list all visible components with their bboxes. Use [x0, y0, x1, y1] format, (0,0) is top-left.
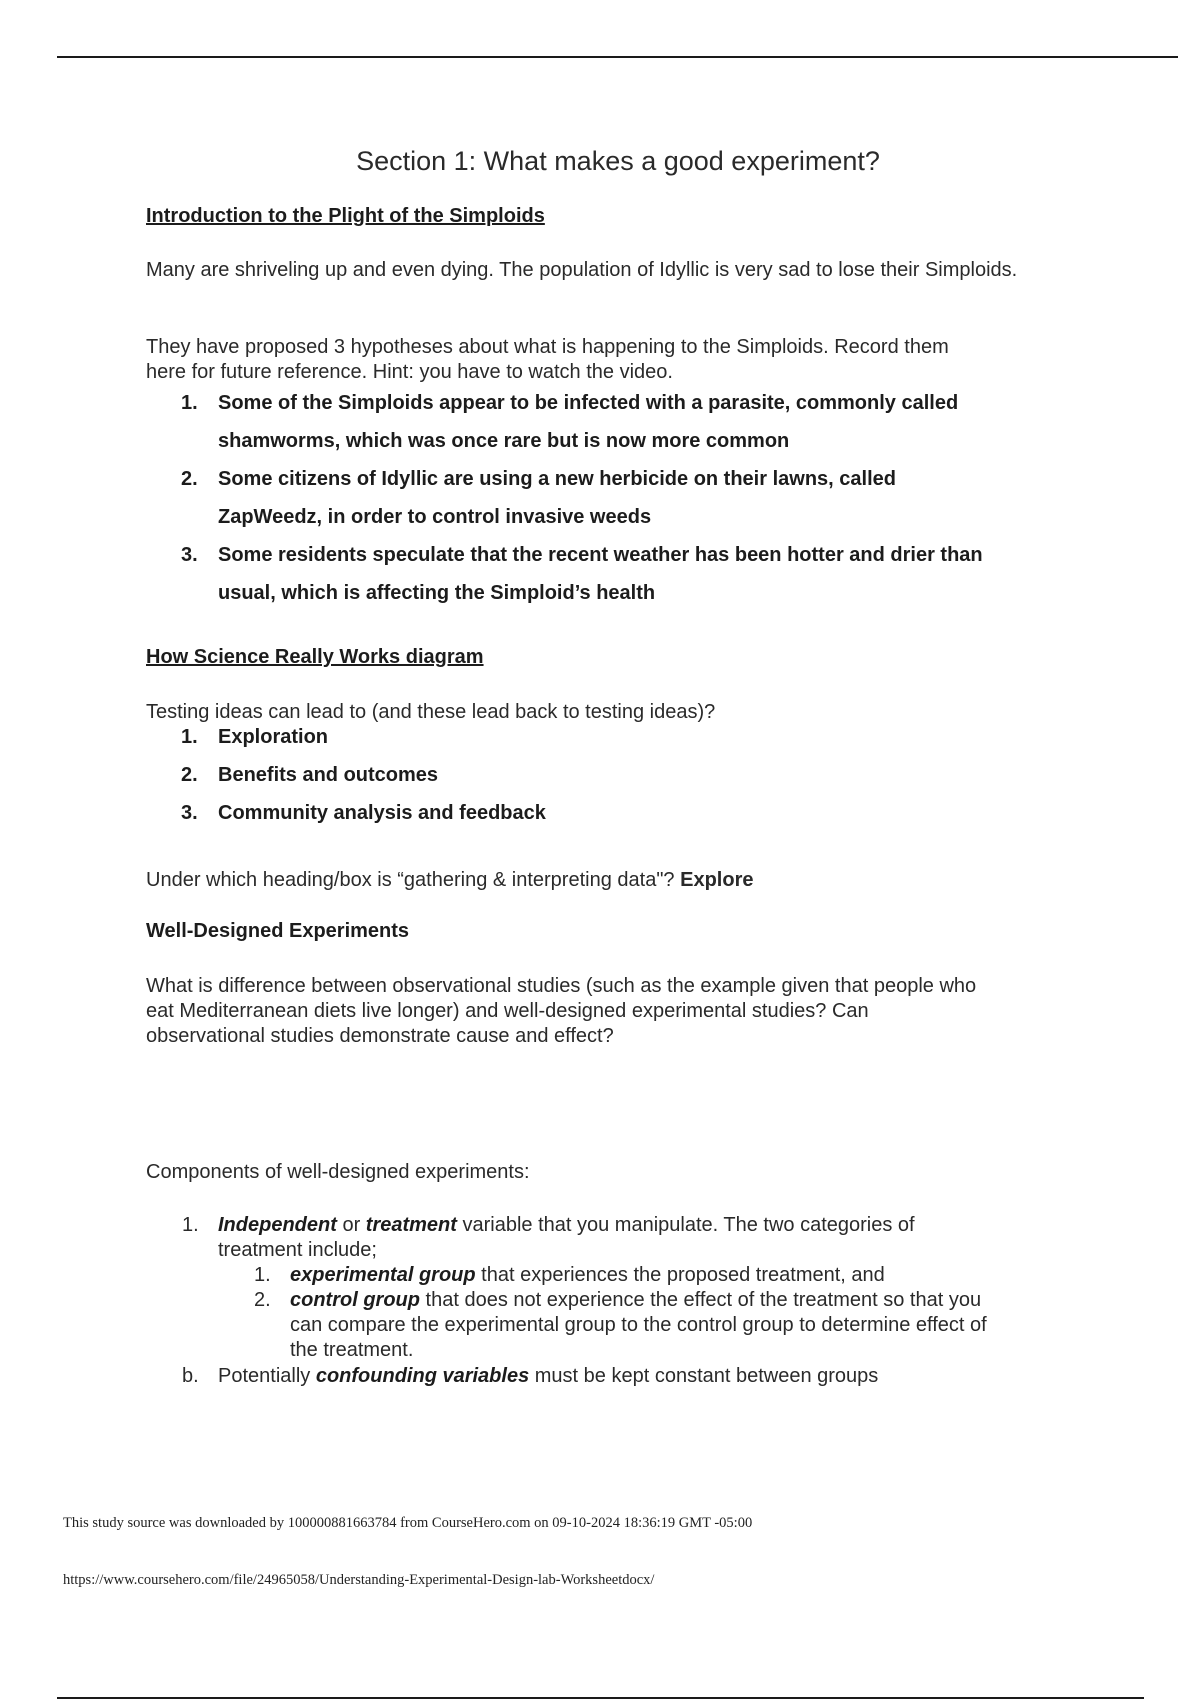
answer-text: Community analysis and feedback	[218, 802, 546, 824]
intro-heading: Introduction to the Plight of the Simploids	[146, 205, 545, 227]
testing-ideas-answers	[146, 718, 1106, 832]
term-treatment: treatment	[365, 1214, 457, 1236]
list-number: 2.	[254, 1289, 271, 1311]
answer-item	[146, 718, 1106, 756]
how-science-heading: How Science Really Works diagram	[146, 646, 484, 668]
component-text: Potentially	[218, 1365, 316, 1387]
hypotheses-prompt-line2: here for future reference. Hint: you have to watch the video.	[146, 361, 673, 383]
component-text-line2: treatment include;	[218, 1239, 377, 1261]
hypotheses-list	[146, 384, 1106, 612]
list-number: 1.	[181, 726, 198, 748]
list-number: 2.	[181, 764, 198, 786]
gathering-answer: Explore	[680, 869, 754, 891]
list-number: 3.	[181, 802, 198, 824]
intro-paragraph: Many are shriveling up and even dying. The population of Idyllic is very sad to lose their Simploids.	[146, 259, 1018, 281]
hypotheses-prompt-line1: They have proposed 3 hypotheses about what is happening to the Simploids. Record them	[146, 336, 949, 358]
hypothesis-text: Some of the Simploids appear to be infected with a parasite, commonly called	[218, 392, 959, 414]
term-control-group: control group	[290, 1289, 420, 1311]
term-independent: Independent	[218, 1214, 337, 1236]
source-url[interactable]: https://www.coursehero.com/file/24965058/Understanding-Experimental-Design-lab-Worksheetdocx/	[63, 1572, 655, 1588]
sub-item-text: that experiences the proposed treatment, and	[475, 1264, 885, 1286]
bottom-rule	[57, 1697, 1144, 1699]
component-text: variable that you manipulate. The two categories of	[456, 1214, 915, 1236]
gathering-question-text: Under which heading/box is “gathering & interpreting data"?	[146, 869, 675, 891]
sub-item-control-group	[290, 1288, 1120, 1363]
page-title: Section 1: What makes a good experiment?	[356, 146, 880, 176]
answer-item	[146, 794, 1106, 832]
hypothesis-text: shamworms, which was once rare but is now more common	[218, 430, 790, 452]
components-label: Components of well-designed experiments:	[146, 1161, 530, 1183]
gathering-data-question	[146, 868, 1066, 893]
list-letter: b.	[182, 1365, 199, 1387]
component-text: must be kept constant between groups	[529, 1365, 879, 1387]
top-rule	[57, 56, 1178, 58]
hypothesis-text: Some citizens of Idyllic are using a new herbicide on their lawns, called	[218, 468, 896, 490]
hypothesis-text: usual, which is affecting the Simploid’s health	[218, 582, 656, 604]
sub-item-text: that does not experience the effect of the treatment so that you	[419, 1289, 982, 1311]
question-line: observational studies demonstrate cause and effect?	[146, 1025, 614, 1047]
sub-item-text: the treatment.	[290, 1339, 414, 1361]
sub-item-experimental-group	[290, 1263, 1110, 1288]
sub-item-text: can compare the experimental group to the control group to determine effect of	[290, 1314, 987, 1336]
connector-text: or	[336, 1214, 366, 1236]
hypotheses-prompt	[146, 335, 1066, 385]
answer-text: Exploration	[218, 726, 329, 748]
list-number: 2.	[181, 468, 198, 490]
download-notice: This study source was downloaded by 100000881663784 from CourseHero.com on 09-10-2024 18:36:19 GMT -05:00	[63, 1515, 753, 1531]
hypothesis-text: ZapWeedz, in order to control invasive weeds	[218, 506, 652, 528]
hypothesis-text: Some residents speculate that the recent weather has been hotter and drier than	[218, 544, 983, 566]
testing-ideas-question: Testing ideas can lead to (and these lead back to testing ideas)?	[146, 701, 716, 723]
component-item-1	[218, 1213, 1118, 1238]
component-item-b	[218, 1364, 1118, 1389]
list-number: 1.	[181, 392, 198, 414]
observational-question	[146, 974, 1106, 1049]
hypothesis-item	[146, 536, 1106, 612]
question-line: eat Mediterranean diets live longer) and well-designed experimental studies? Can	[146, 1000, 869, 1022]
question-line: What is difference between observational studies (such as the example given that people who	[146, 975, 977, 997]
term-experimental-group: experimental group	[290, 1264, 476, 1286]
answer-text: Benefits and outcomes	[218, 764, 439, 786]
hypothesis-item	[146, 384, 1106, 460]
list-number: 1.	[182, 1214, 199, 1236]
well-designed-heading: Well-Designed Experiments	[146, 920, 410, 942]
answer-item	[146, 756, 1106, 794]
list-number: 3.	[181, 544, 198, 566]
hypothesis-item	[146, 460, 1106, 536]
term-confounding-variables: confounding variables	[315, 1365, 530, 1387]
list-number: 1.	[254, 1264, 271, 1286]
